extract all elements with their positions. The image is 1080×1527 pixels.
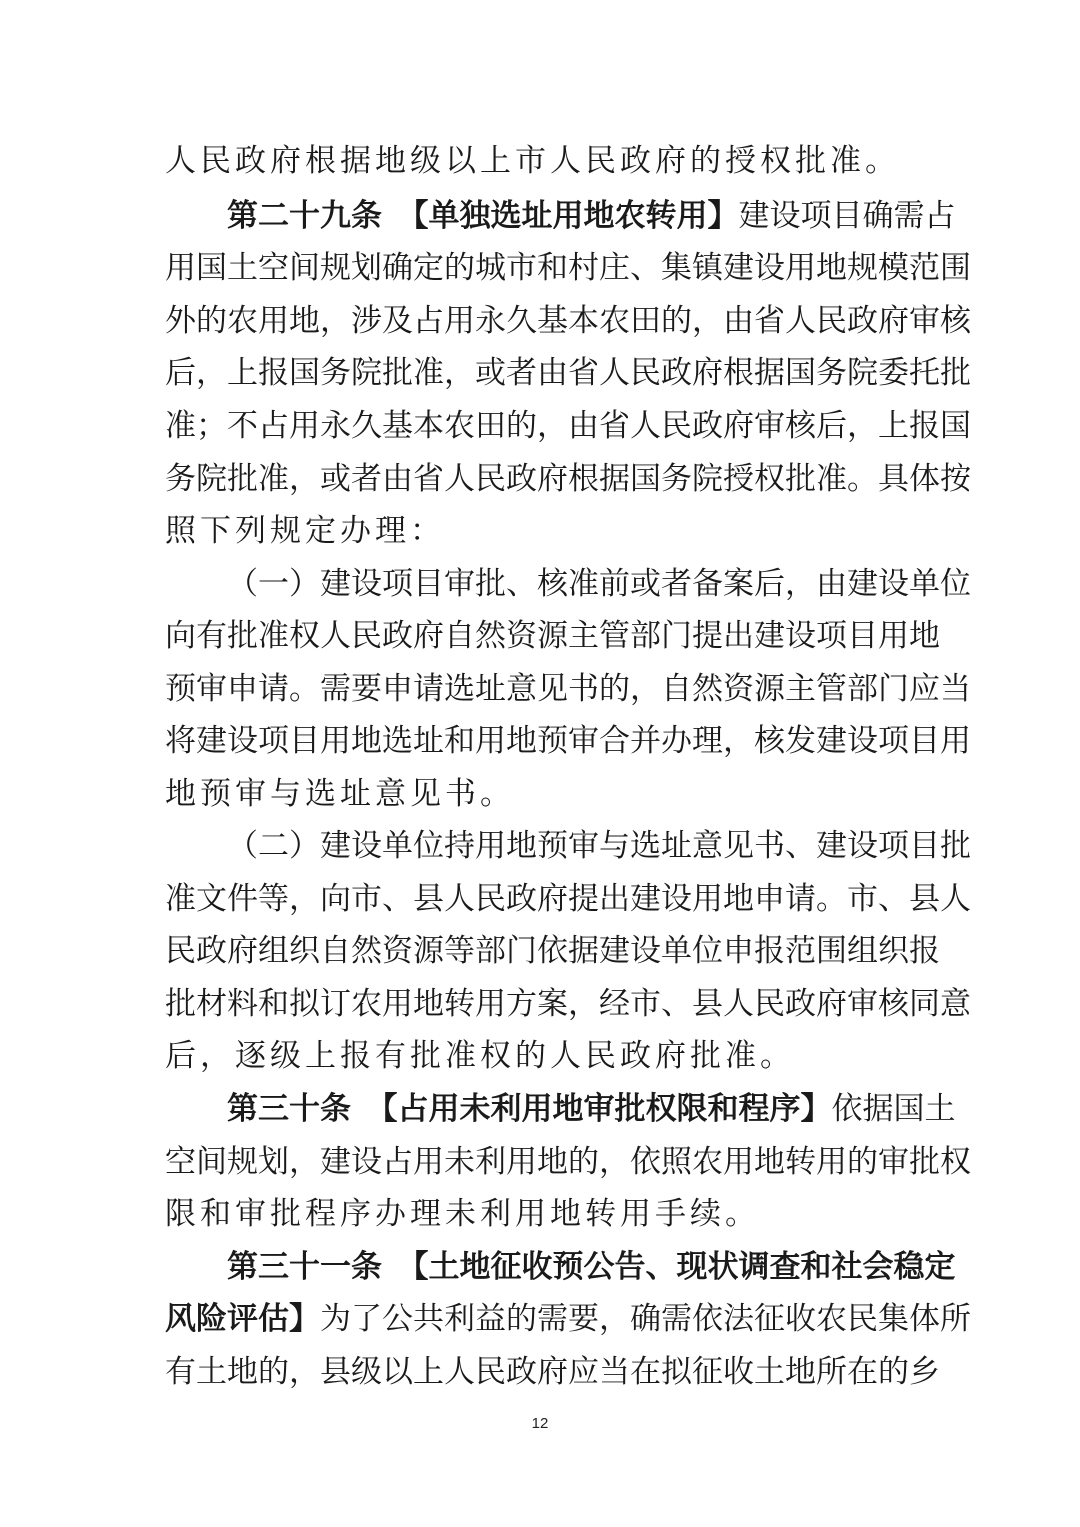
text-line xyxy=(165,400,971,452)
line-text: 人民政府根据地级以上市人民政府的授权批准。 xyxy=(165,143,900,179)
article-title: 风险评估】 xyxy=(165,1301,320,1337)
text-line xyxy=(165,715,971,767)
line-text: 限和审批程序办理未利用地转用手续。 xyxy=(165,1196,760,1232)
text-line xyxy=(165,610,940,662)
line-text: 用国土空间规划确定的城市和村庄、集镇建设用地规模范围 xyxy=(165,250,971,286)
line-text: 外的农用地，涉及占用永久基本农田的，由省人民政府审核 xyxy=(165,303,971,339)
article-heading-line xyxy=(227,1083,956,1135)
article-heading-line xyxy=(227,1241,956,1293)
article-heading-line xyxy=(227,190,956,242)
line-text: 准文件等，向市、县人民政府提出建设用地申请。市、县人 xyxy=(165,881,971,917)
text-line xyxy=(165,768,915,820)
line-text: 依据国土 xyxy=(831,1091,956,1127)
text-line xyxy=(165,453,971,505)
text-line xyxy=(165,873,971,925)
line-text: 后，上报国务院批准，或者由省人民政府根据国务院委托批 xyxy=(165,355,971,391)
text-line xyxy=(165,505,915,557)
line-text: 预审申请。需要申请选址意见书的，自然资源主管部门应当 xyxy=(165,671,971,707)
text-line xyxy=(227,820,971,872)
line-text: 后，逐级上报有批准权的人民政府批准。 xyxy=(165,1038,795,1074)
text-line xyxy=(165,1030,915,1082)
line-text: 建设项目确需占 xyxy=(738,198,956,234)
line-text: 为了公共利益的需要，确需依法征收农民集体所 xyxy=(320,1301,971,1337)
line-text: 有土地的，县级以上人民政府应当在拟征收土地所在的乡 xyxy=(165,1354,940,1390)
line-text: 空间规划，建设占用未利用地的，依照农用地转用的审批权 xyxy=(165,1144,971,1180)
text-line xyxy=(165,1346,940,1398)
line-text: 务院批准，或者由省人民政府根据国务院授权批准。具体按 xyxy=(165,461,971,497)
text-line xyxy=(165,295,971,347)
text-line xyxy=(165,663,971,715)
article-heading-line xyxy=(165,1293,971,1345)
line-text: 批材料和拟订农用地转用方案，经市、县人民政府审核同意 xyxy=(165,986,971,1022)
text-line xyxy=(165,978,971,1030)
text-line xyxy=(165,135,915,187)
line-text: 准；不占用永久基本农田的，由省人民政府审核后，上报国 xyxy=(165,408,971,444)
text-line xyxy=(165,347,971,399)
text-line xyxy=(165,1188,915,1240)
line-text: 地预审与选址意见书。 xyxy=(165,776,515,812)
text-line xyxy=(165,1136,971,1188)
line-text: （一）建设项目审批、核准前或者备案后，由建设单位 xyxy=(227,566,971,602)
text-line xyxy=(165,242,971,294)
text-line xyxy=(227,558,971,610)
page-number: 12 xyxy=(531,1415,549,1432)
line-text: 照下列规定办理： xyxy=(165,513,445,549)
article-title: 第三十条 【占用未利用地审批权限和程序】 xyxy=(227,1091,832,1127)
line-text: （二）建设单位持用地预审与选址意见书、建设项目批 xyxy=(227,828,971,864)
text-line xyxy=(165,925,940,977)
article-title: 第二十九条 【单独选址用地农转用】 xyxy=(227,198,739,234)
line-text: 向有批准权人民政府自然资源主管部门提出建设项目用地 xyxy=(165,618,940,654)
line-text: 将建设项目用地选址和用地预审合并办理，核发建设项目用 xyxy=(165,723,971,759)
article-title: 第三十一条 【土地征收预公告、现状调查和社会稳定 xyxy=(227,1249,956,1285)
line-text: 民政府组织自然资源等部门依据建设单位申报范围组织报 xyxy=(165,933,940,969)
